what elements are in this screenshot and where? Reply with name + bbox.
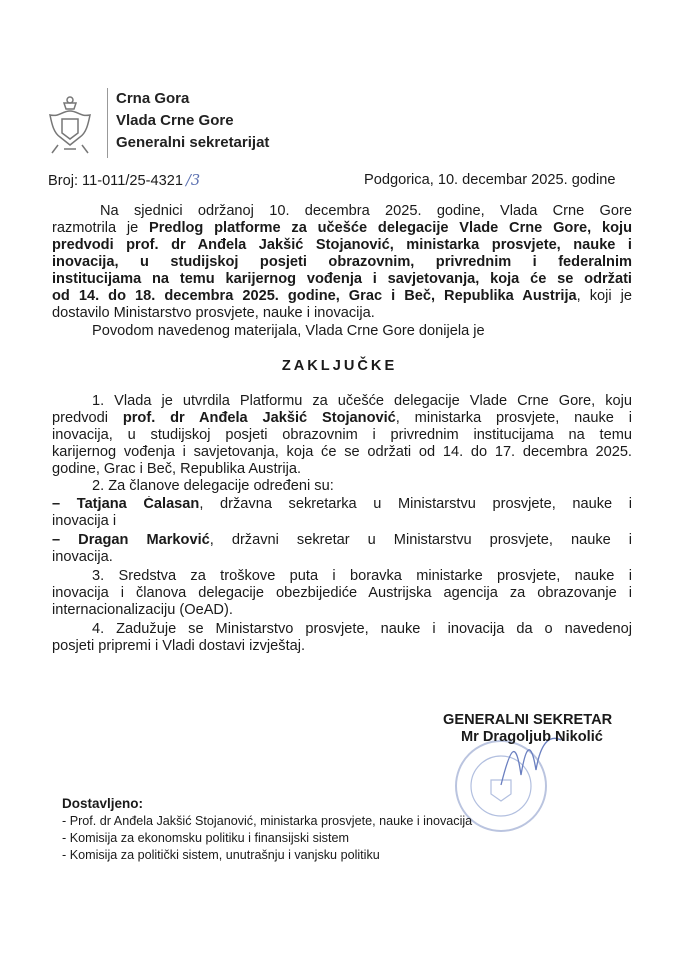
text-line	[52, 305, 632, 322]
text: karijernog vođenja i savjetovanja, koja će se održati od 14. do 17. decembra 2025.	[52, 444, 632, 460]
text-line	[52, 513, 632, 530]
bold-text: –	[52, 532, 79, 548]
text-line	[100, 203, 632, 220]
text: godine, Grac i Beč, Republika Austrija.	[52, 461, 302, 477]
text: Na sjednici održanoj 10. decembra 2025. godine, Vlada Crne Gore	[100, 203, 632, 219]
text-line	[52, 288, 632, 305]
text-line	[52, 638, 632, 655]
bold-text: Tatjana Ćalasan	[76, 496, 200, 512]
text-line	[52, 496, 632, 513]
signatory-title: GENERALNI SEKRETAR	[443, 712, 613, 728]
header-country: Crna Gora	[116, 90, 190, 107]
text: internacionalizaciju (OeAD).	[52, 602, 233, 618]
bold-text: predvodi prof. dr Anđela Jakšić Stojanović, ministarka prosvjete, nauke i	[52, 237, 632, 253]
bold-text: inovacija, u studijskoj posjeti obrazovnim, privrednim i federalnim	[52, 254, 632, 270]
bold-text: Predlog platforme za učešće delegacije Vlade Crne Gore, koju	[149, 220, 632, 236]
text-line	[52, 461, 632, 478]
bold-text: institucijama na temu karijernog vođenja i savjetovanja, koja će se održati	[52, 271, 632, 287]
text-line	[52, 410, 632, 427]
bold-text: od 14. do 18. decembra 2025. godine, Grac i Beč, Republika Austrija	[52, 288, 577, 304]
text: 1. Vlada je utvrdila Platformu za učešće delegacije Vlade Crne Gore, koju	[92, 393, 632, 409]
text-line	[52, 271, 632, 288]
text: , državna sekretarka u Ministarstvu prosvjete, nauke i	[199, 496, 632, 512]
distribution-item: - Komisija za ekonomsku politiku i finansijski sistem	[62, 831, 349, 845]
text: 2. Za članove delegacije određeni su:	[92, 478, 334, 494]
text: razmotrila je	[52, 220, 150, 236]
text-line	[92, 478, 632, 495]
text: inovacija, u studijskoj posjeti obrazovnim i privrednim institucijama na temu	[52, 427, 632, 443]
text-line	[92, 621, 632, 638]
text: inovacija.	[52, 549, 113, 565]
handwritten-suffix: /3	[185, 172, 201, 189]
text-line	[52, 549, 632, 566]
text: predvodi	[52, 410, 123, 426]
signatory-name: Mr Dragoljub Nikolić	[461, 729, 603, 745]
text: , ministarka prosvjete, nauke i	[395, 410, 632, 426]
reference-number-text: Broj: 11-011/25-4321	[48, 173, 183, 189]
section-title: ZAKLJUČKE	[281, 358, 398, 374]
distribution-item: - Komisija za politički sistem, unutrašnju i vanjsku politiku	[62, 848, 380, 862]
text-line	[52, 220, 632, 237]
header-divider	[107, 88, 108, 158]
text: 4. Zadužuje se Ministarstvo prosvjete, nauke i inovacija da o navedenoj	[92, 621, 632, 637]
text: dostavilo Ministarstvo prosvjete, nauke i inovacija.	[52, 305, 375, 321]
coat-of-arms-icon	[44, 95, 96, 157]
text-line	[92, 323, 632, 340]
header-department: Generalni sekretarijat	[116, 134, 270, 151]
bold-text: –	[52, 496, 77, 512]
text-line	[52, 254, 632, 271]
text-line	[52, 585, 632, 602]
text: , državni sekretar u Ministarstvu prosvjete, nauke i	[209, 532, 632, 548]
text-line	[52, 237, 632, 254]
reference-number	[48, 172, 200, 189]
text: , koji je	[576, 288, 632, 304]
text: posjeti pripremi i Vladi dostavi izvještaj.	[52, 638, 306, 654]
text: Povodom navedenog materijala, Vlada Crne Gore donijela je	[92, 323, 485, 339]
text-line	[52, 427, 632, 444]
distribution-item: - Prof. dr Anđela Jakšić Stojanović, ministarka prosvjete, nauke i inovacija	[62, 814, 473, 828]
text-line	[92, 568, 632, 585]
distribution-label: Dostavljeno:	[62, 796, 144, 811]
bold-text: Dragan Marković	[78, 532, 210, 548]
text-line	[52, 602, 632, 619]
text: 3. Sredstva za troškove puta i boravka ministarke prosvjete, nauke i	[92, 568, 632, 584]
text-line	[52, 444, 632, 461]
text-line	[52, 532, 632, 549]
text: inovacija i članova delegacije obezbijediće Austrijska agencija za obrazovanje i	[52, 585, 632, 601]
bold-text: prof. dr Anđela Jakšić Stojanović	[122, 410, 396, 426]
text: inovacija i	[52, 513, 117, 529]
text-line	[92, 393, 632, 410]
place-date: Podgorica, 10. decembar 2025. godine	[364, 172, 616, 188]
header-government: Vlada Crne Gore	[116, 112, 234, 129]
